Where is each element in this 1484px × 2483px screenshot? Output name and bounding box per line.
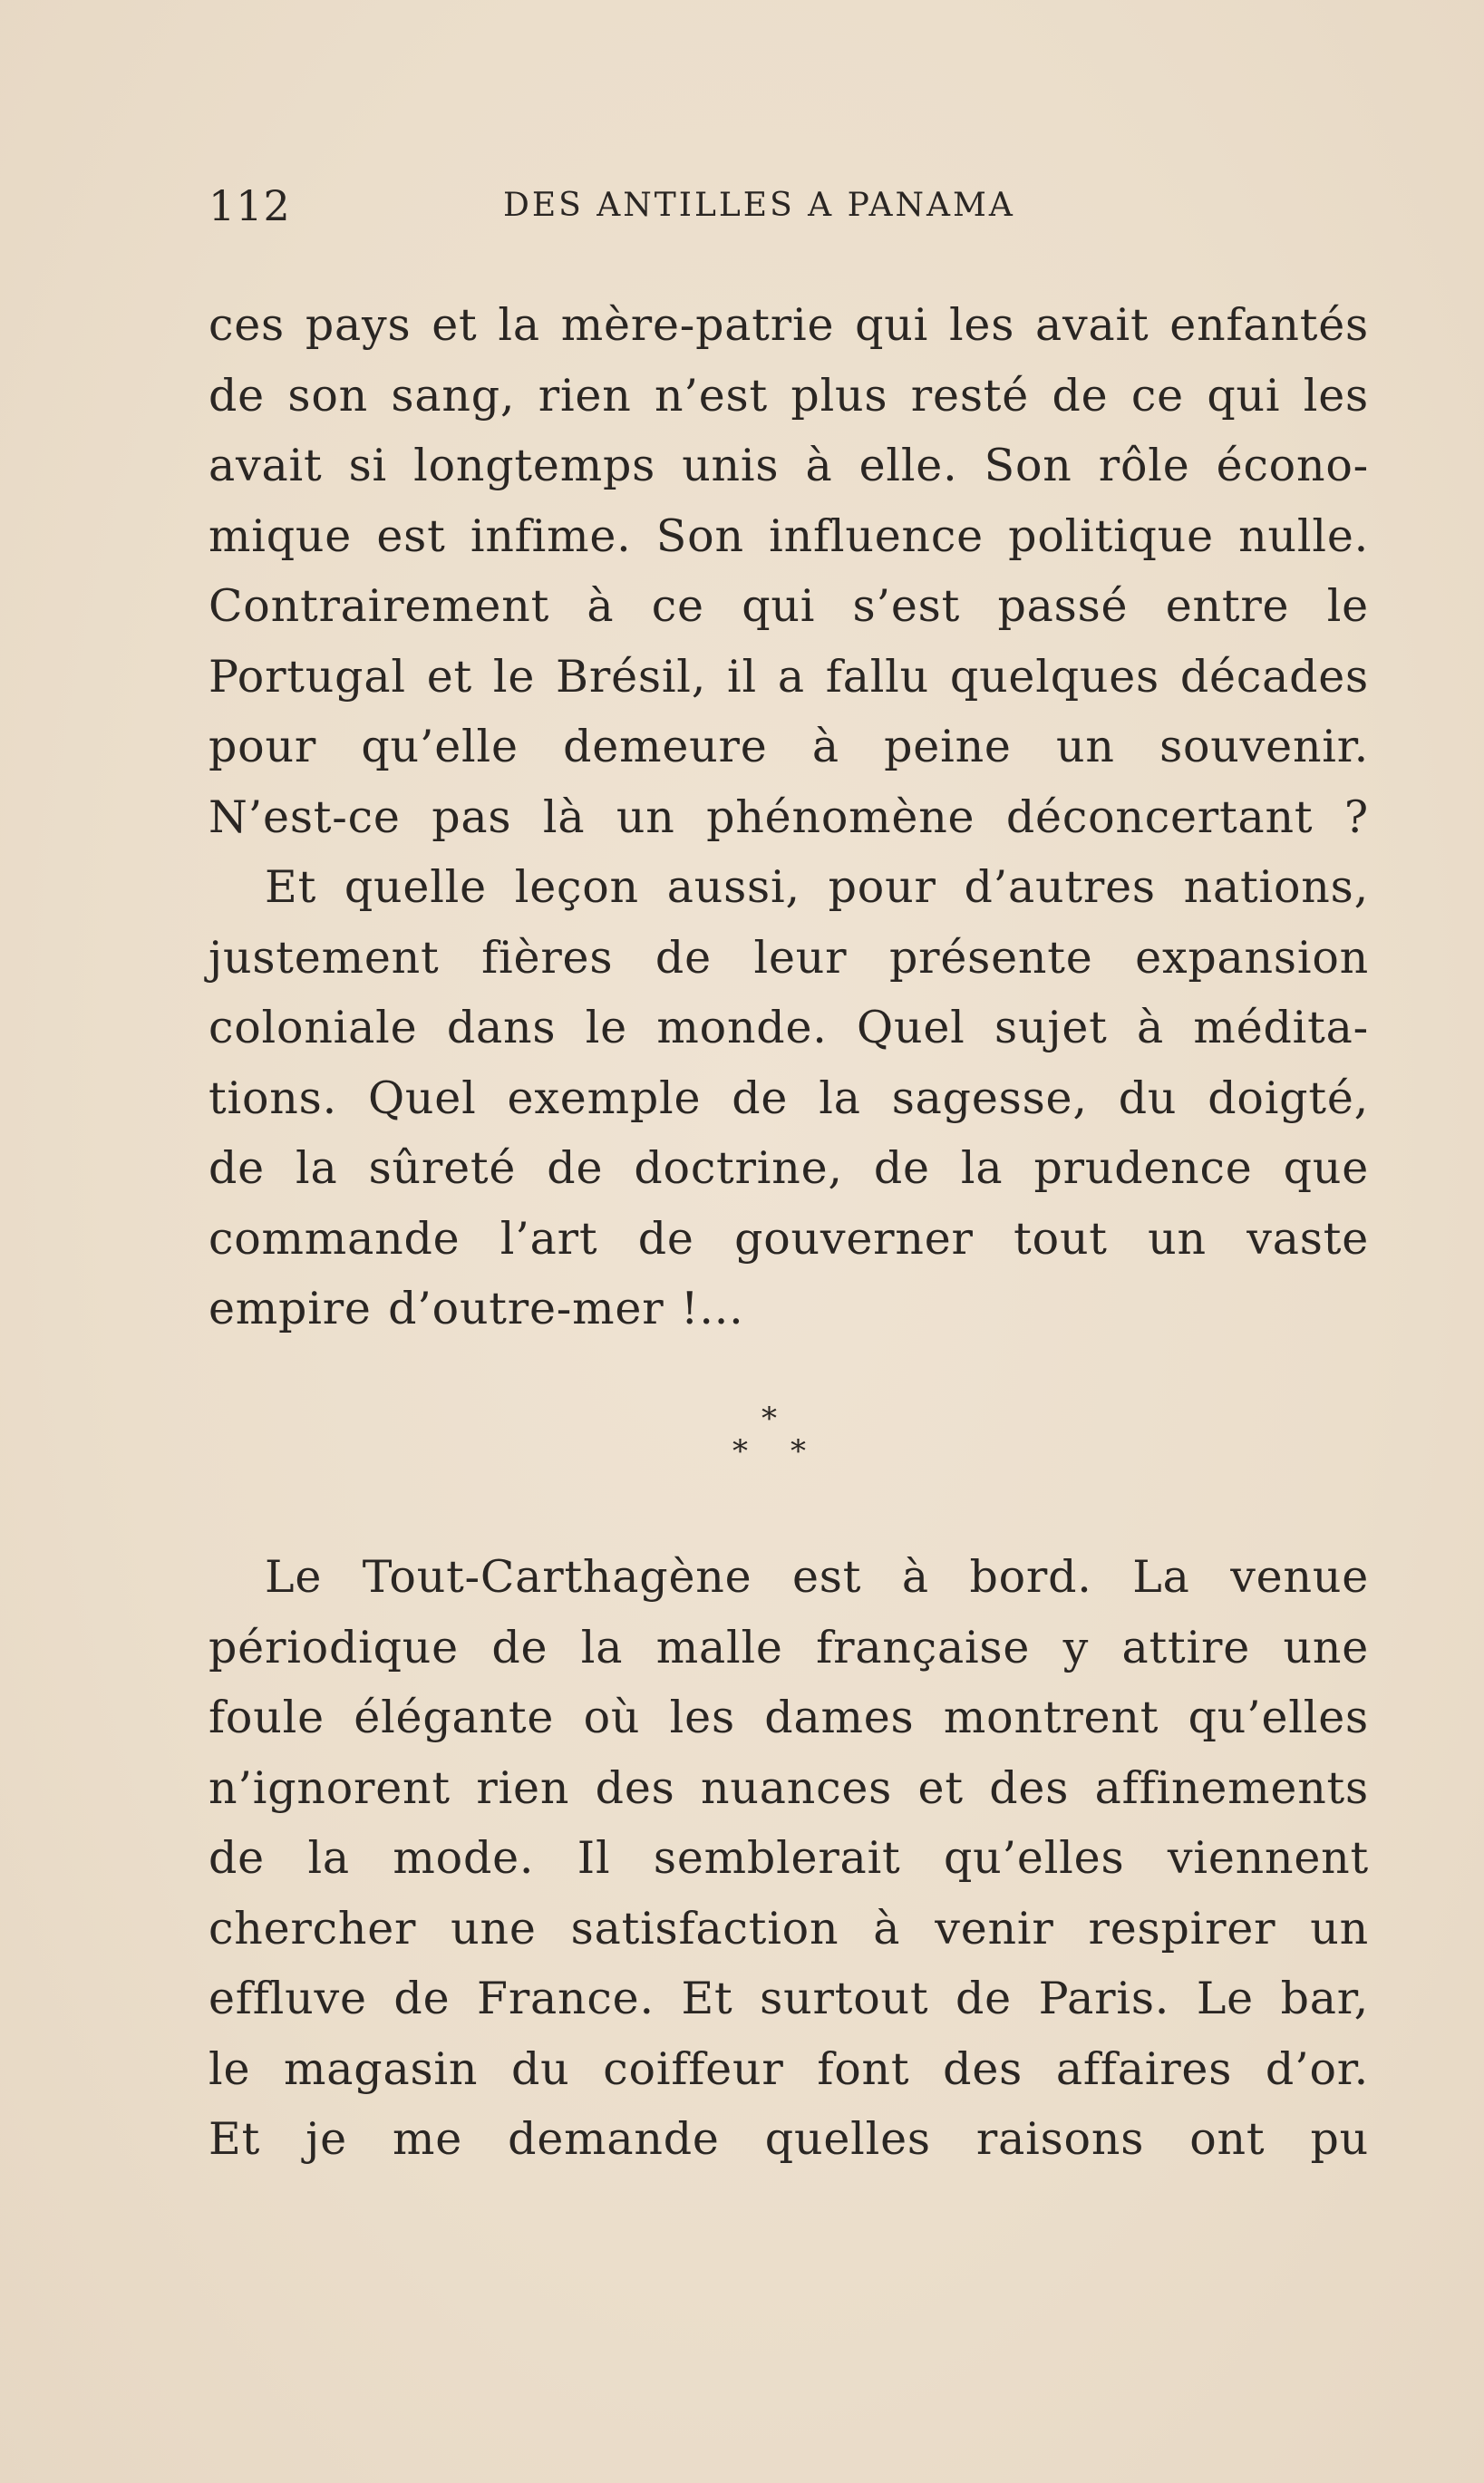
asterism-star: * — [732, 1433, 748, 1469]
text-line: tions. Quel exemple de la sagesse, du doigté, — [209, 1072, 1369, 1124]
page-number: 112 — [209, 181, 291, 230]
text-line: N’est-ce pas là un phénomène déconcertant ? — [209, 790, 1369, 843]
text-line: le magasin du coiffeur font des affaires d’or. — [209, 2042, 1369, 2095]
text-line: foule élégante où les dames montrent qu’elles — [209, 1692, 1369, 1743]
text-line: chercher une satisfaction à venir respirer un — [209, 1902, 1369, 1954]
text-line: empire d’outre-mer !... — [209, 1283, 744, 1334]
page-header — [209, 181, 1369, 236]
paragraph-2 — [209, 1542, 1369, 2175]
text-line: avait si longtemps unis à elle. Son rôle écono- — [209, 440, 1369, 491]
text-line: Et quelle leçon aussi, pour d’autres nations, — [265, 861, 1369, 913]
text-line: mique est infime. Son influence politique nulle. — [209, 509, 1369, 562]
asterism-star: * — [790, 1433, 806, 1469]
running-title: DES ANTILLES A PANAMA — [503, 187, 1015, 224]
asterism-separator — [732, 1401, 823, 1482]
asterism-star: * — [761, 1401, 777, 1437]
text-line: périodique de la malle française y attire une — [209, 1621, 1369, 1673]
text-line: de la sûreté de doctrine, de la prudence que — [209, 1142, 1369, 1194]
text-line: n’ignorent rien des nuances et des affinements — [209, 1761, 1369, 1814]
text-line: pour qu’elle demeure à peine un souvenir. — [209, 721, 1369, 772]
text-line: Portugal et le Brésil, il a fallu quelques décades — [209, 650, 1369, 703]
text-line: de la mode. Il semblerait qu’elles viennent — [209, 1832, 1369, 1884]
text-line: Et je me demande quelles raisons ont pu — [209, 2113, 1369, 2165]
text-line: de son sang, rien n’est plus resté de ce qui les — [209, 369, 1369, 422]
text-line: ces pays et la mère-patrie qui les avait enfantés — [209, 299, 1369, 351]
text-line: coloniale dans le monde. Quel sujet à médita- — [209, 1002, 1369, 1053]
text-line: effluve de France. Et surtout de Paris. Le bar, — [209, 1973, 1369, 2024]
text-line: Contrairement à ce qui s’est passé entre le — [209, 580, 1369, 632]
paragraph-1 — [209, 290, 1369, 1344]
text-line: justement fières de leur présente expansion — [209, 931, 1369, 984]
text-line: commande l’art de gouverner tout un vaste — [209, 1212, 1369, 1265]
text-line: Le Tout-Carthagène est à bord. La venue — [265, 1551, 1369, 1603]
